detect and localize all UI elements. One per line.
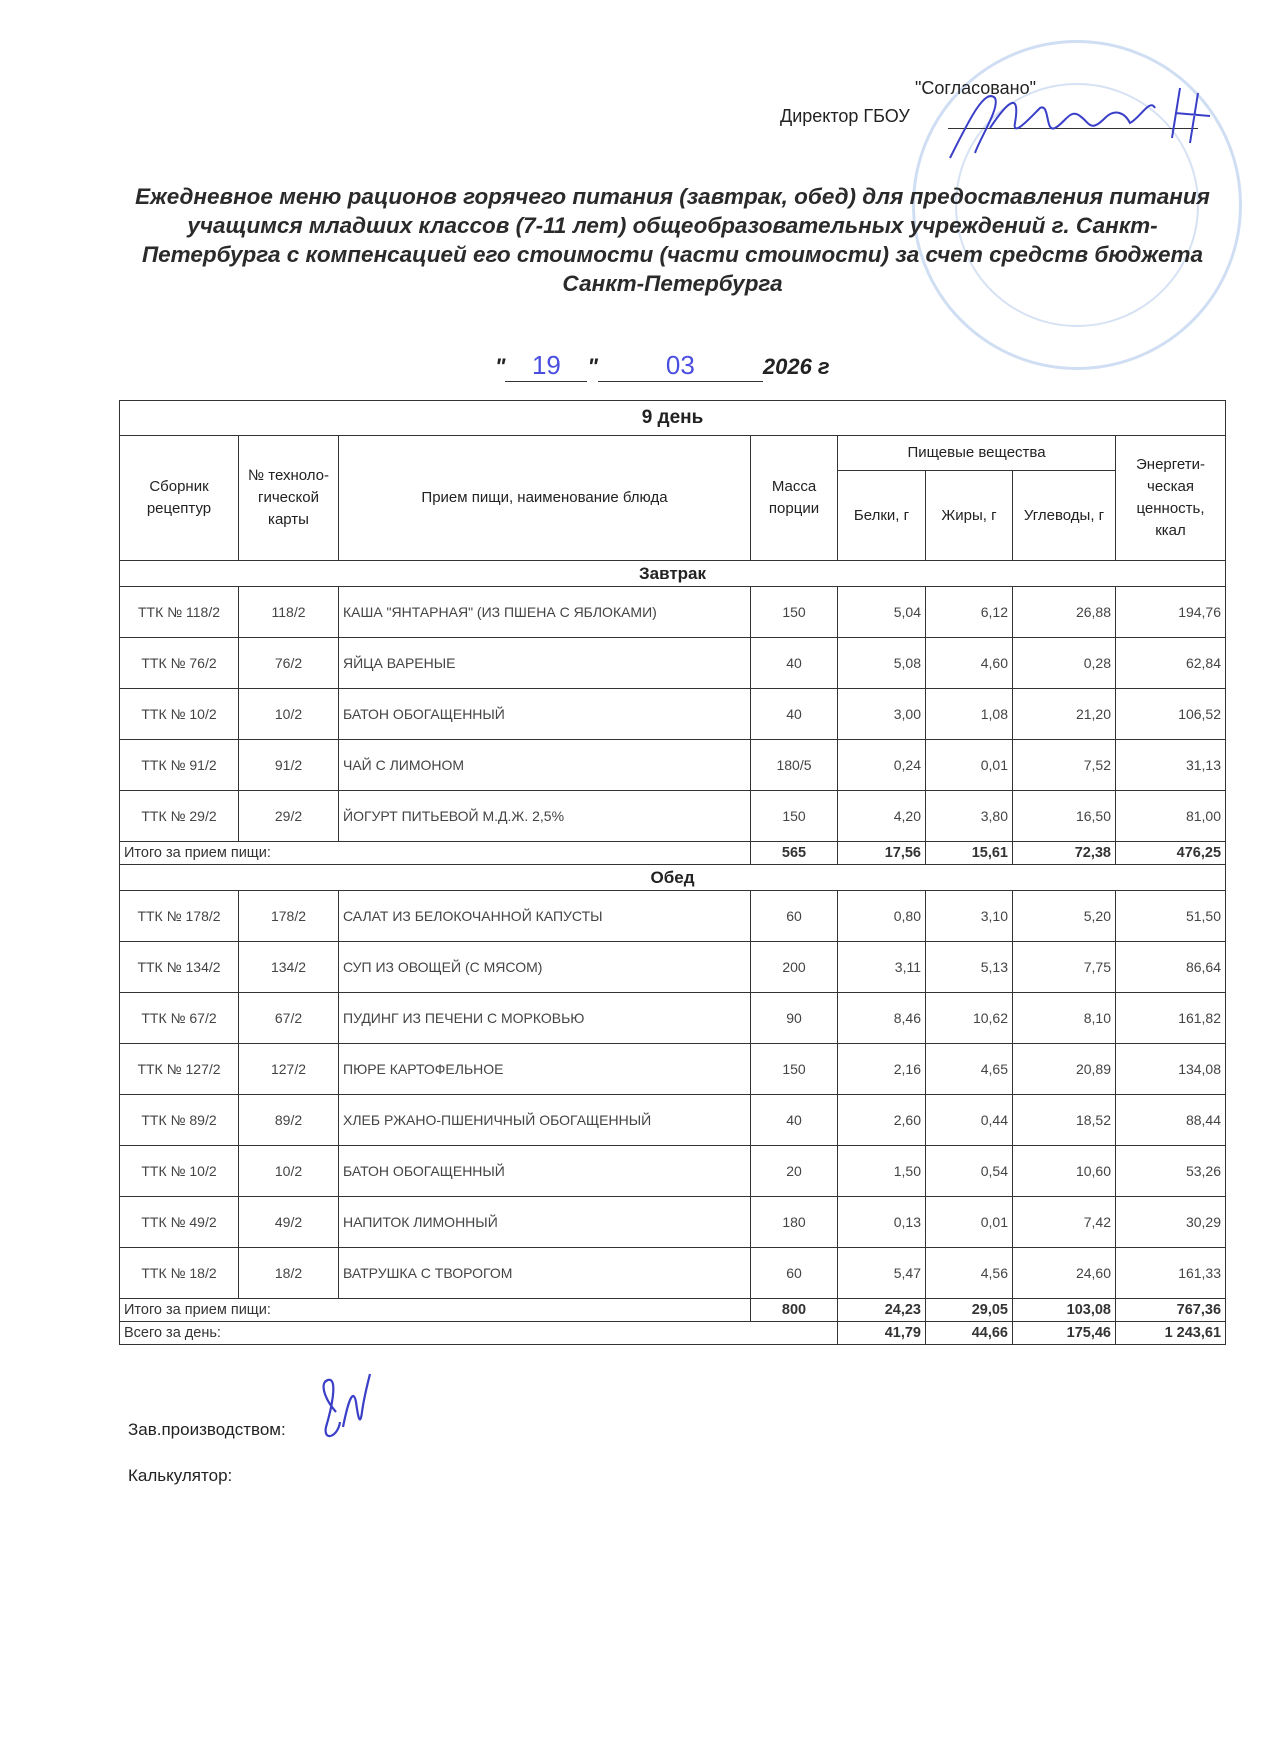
calculator-label: Калькулятор: (128, 1466, 233, 1485)
table-row: ТТК № 178/2 178/2 САЛАТ ИЗ БЕЛОКОЧАННОЙ КАПУСТЫ 60 0,80 3,10 5,20 51,50 (120, 891, 1226, 942)
table-row: ТТК № 89/2 89/2 ХЛЕБ РЖАНО-ПШЕНИЧНЫЙ ОБОГАЩЕННЫЙ 40 2,60 0,44 18,52 88,44 (120, 1095, 1226, 1146)
header-energy: Энергети-ческая ценность, ккал (1116, 436, 1226, 561)
production-head-label: Зав.производством: (128, 1420, 286, 1439)
date-day-field: 19 (505, 350, 587, 382)
header-nutrients: Пищевые вещества (838, 436, 1116, 471)
director-signature-icon (940, 78, 1240, 168)
header-row (120, 436, 1226, 471)
table-row: ТТК № 127/2 127/2 ПЮРЕ КАРТОФЕЛЬНОЕ 150 2,16 4,65 20,89 134,08 (120, 1044, 1226, 1095)
table-row: ТТК № 76/2 76/2 ЯЙЦА ВАРЕНЫЕ 40 5,08 4,60 0,28 62,84 (120, 638, 1226, 689)
date-year: 2026 г (762, 354, 830, 379)
header-proteins: Белки, г (838, 471, 926, 561)
document-date: " 19 " 03 2026 г (495, 350, 830, 380)
header-carbs: Углеводы, г (1013, 471, 1116, 561)
section-breakfast: Завтрак (120, 561, 1226, 587)
table-row: ТТК № 29/2 29/2 ЙОГУРТ ПИТЬЕВОЙ М.Д.Ж. 2,5% 150 4,20 3,80 16,50 81,00 (120, 791, 1226, 842)
table-row: ТТК № 118/2 118/2 КАША "ЯНТАРНАЯ" (ИЗ ПШЕНА С ЯБЛОКАМИ) 150 5,04 6,12 26,88 194,76 (120, 587, 1226, 638)
approval-agreed: "Согласовано" (915, 78, 1037, 98)
table-row: ТТК № 10/2 10/2 БАТОН ОБОГАЩЕННЫЙ 20 1,50 0,54 10,60 53,26 (120, 1146, 1226, 1197)
table-row: ТТК № 10/2 10/2 БАТОН ОБОГАЩЕННЫЙ 40 3,00 1,08 21,20 106,52 (120, 689, 1226, 740)
document-title: Ежедневное меню рационов горячего питания (завтрак, обед) для предоставления питания учащимся младших классов (7-11 лет) общеобразовательных учреждений г. Санкт-Петербурга с компенсацией его стоимости (части стоимости) за счет средств бюджета Санкт-Петербурга (135, 184, 1210, 296)
production-head-signature-icon (318, 1372, 378, 1452)
menu-table (119, 400, 1226, 1345)
table-row: ТТК № 134/2 134/2 СУП ИЗ ОВОЩЕЙ (С МЯСОМ) 200 3,11 5,13 7,75 86,64 (120, 942, 1226, 993)
header-mass: Масса порции (751, 436, 838, 561)
day-label: 9 день (120, 401, 1226, 436)
header-fats: Жиры, г (926, 471, 1013, 561)
header-collection: Сборник рецептур (120, 436, 239, 561)
header-dish: Прием пищи, наименование блюда (339, 436, 751, 561)
table-row: ТТК № 67/2 67/2 ПУДИНГ ИЗ ПЕЧЕНИ С МОРКОВЬЮ 90 8,46 10,62 8,10 161,82 (120, 993, 1226, 1044)
day-label-row (120, 401, 1226, 436)
section-lunch: Обед (120, 865, 1226, 891)
director-label: Директор ГБОУ (780, 106, 910, 126)
date-month-field: 03 (598, 350, 763, 382)
day-total-row: Всего за день: 41,79 44,66 175,46 1 243,61 (120, 1322, 1226, 1345)
table-row: ТТК № 18/2 18/2 ВАТРУШКА С ТВОРОГОМ 60 5,47 4,56 24,60 161,33 (120, 1248, 1226, 1299)
table-row: ТТК № 49/2 49/2 НАПИТОК ЛИМОННЫЙ 180 0,13 0,01 7,42 30,29 (120, 1197, 1226, 1248)
table-row: ТТК № 91/2 91/2 ЧАЙ С ЛИМОНОМ 180/5 0,24 0,01 7,52 31,13 (120, 740, 1226, 791)
lunch-total-row: Итого за прием пищи: 800 24,23 29,05 103,08 767,36 (120, 1299, 1226, 1322)
breakfast-total-row: Итого за прием пищи: 565 17,56 15,61 72,38 476,25 (120, 842, 1226, 865)
header-tech-card: № техноло-гической карты (239, 436, 339, 561)
